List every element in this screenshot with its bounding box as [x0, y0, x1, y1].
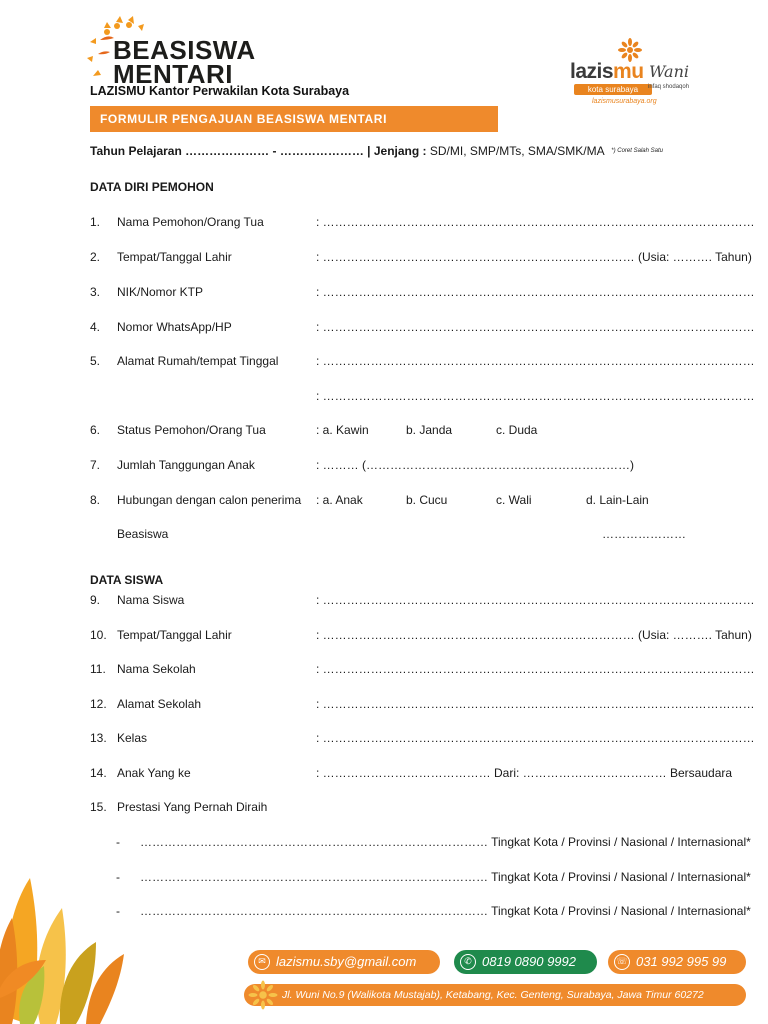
- field-label: Kelas: [117, 731, 148, 745]
- field-input-line[interactable]: : ………………………………………………………………………………………………: [316, 354, 755, 368]
- field-input-line[interactable]: : ………………………………………………………………………………………………: [316, 731, 755, 745]
- whatsapp-icon: ✆: [460, 954, 476, 970]
- field-number: 15.: [90, 800, 107, 814]
- hubungan-row: [90, 493, 680, 509]
- mail-icon: ✉: [254, 954, 270, 970]
- list-dash: -: [116, 904, 120, 918]
- tahun-label: Tahun Pelajaran: [90, 144, 182, 158]
- tahun-dots[interactable]: ………………… - ………………… |: [185, 144, 371, 158]
- field-input-line[interactable]: : …………………………………… Dari: ……………………………… Bersaudara: [316, 766, 733, 780]
- whatsapp-pill[interactable]: [454, 950, 597, 974]
- field-row: [90, 800, 680, 816]
- field-row: [90, 593, 755, 609]
- option-cucu[interactable]: b. Cucu: [406, 493, 448, 507]
- beasiswa-mentari-logo: [86, 14, 256, 89]
- lazismu-prefix: lazis: [570, 60, 614, 83]
- field-input-line[interactable]: : ………………………………………………………………………………………………: [316, 389, 755, 403]
- brand-wordmark: [113, 35, 256, 89]
- status-row: [90, 423, 680, 439]
- field-input-line[interactable]: : ………………………………………………………………………………………………: [316, 320, 755, 334]
- partner-url: lazismusurabaya.org: [592, 98, 657, 105]
- field-number: 3.: [90, 285, 101, 299]
- field-row: [90, 389, 755, 405]
- whatsapp-text: 0819 0890 9992: [482, 954, 576, 969]
- tahun-jenjang-line: [90, 144, 663, 158]
- flower-icon: [248, 980, 278, 1010]
- option-lain-lain[interactable]: d. Lain-Lain: [586, 493, 649, 507]
- field-input-line[interactable]: : ………………………………………………………………………………………………: [316, 593, 755, 607]
- field-row: [90, 766, 733, 782]
- field-row: [90, 320, 755, 336]
- office-name: LAZISMU Kantor Perwakilan Kota Surabaya: [90, 84, 350, 98]
- field-row: [90, 697, 755, 713]
- field-number: 12.: [90, 697, 107, 711]
- lain-lain-input-line[interactable]: …………………: [602, 527, 686, 541]
- lazismu-logo: [566, 38, 696, 110]
- flower-icon: [618, 38, 642, 62]
- field-label: Alamat Rumah/tempat Tinggal: [117, 354, 279, 368]
- field-input-line[interactable]: : ……… (…………………………………………………………): [316, 458, 634, 472]
- field-number: 13.: [90, 731, 107, 745]
- field-input-line[interactable]: : ………………………………………………………………………………………………: [316, 697, 755, 711]
- jenjang-options[interactable]: SD/MI, SMP/MTs, SMA/SMK/MA: [429, 144, 604, 158]
- partner-tagline: infaq shodaqoh: [648, 84, 690, 90]
- form-title: FORMULIR PENGAJUAN BEASISWA MENTARI: [90, 106, 498, 132]
- field-row: [90, 662, 755, 678]
- field-input-line[interactable]: : ………………………………………………………………………………………………: [316, 662, 755, 676]
- field-label: NIK/Nomor KTP: [117, 285, 204, 299]
- field-label: Jumlah Tanggungan Anak: [117, 458, 255, 472]
- field-number: 2.: [90, 250, 101, 264]
- field-number: 8.: [90, 493, 101, 507]
- option-janda[interactable]: b. Janda: [406, 423, 453, 437]
- kota-surabaya-bar: kota surabaya: [574, 84, 652, 95]
- field-number: 5.: [90, 354, 101, 368]
- field-label: Tempat/Tanggal Lahir: [117, 628, 232, 642]
- field-number: 6.: [90, 423, 101, 437]
- brand-line-2: MENTARI: [113, 59, 234, 89]
- field-label: Anak Yang ke: [117, 766, 191, 780]
- field-number: 11.: [90, 662, 106, 676]
- phone-pill[interactable]: [608, 950, 746, 974]
- field-label: Prestasi Yang Pernah Diraih: [117, 800, 268, 814]
- email-text: lazismu.sby@gmail.com: [276, 954, 417, 969]
- field-number: 4.: [90, 320, 101, 334]
- field-number: 14.: [90, 766, 107, 780]
- field-row: [90, 250, 752, 266]
- field-label: Nomor WhatsApp/HP: [117, 320, 232, 334]
- field-label: Alamat Sekolah: [117, 697, 202, 711]
- option-duda[interactable]: c. Duda: [496, 423, 538, 437]
- field-input-line[interactable]: : …………………………………………………………………… (Usia: ………. Tahun): [316, 628, 752, 642]
- prestasi-input-line[interactable]: …………………………………………………………………………… Tingkat Kota / Provinsi / Nasional / Internasional*: [140, 835, 751, 849]
- email-pill[interactable]: [248, 950, 440, 974]
- field-label: Status Pemohon/Orang Tua: [117, 423, 266, 437]
- field-number: 10.: [90, 628, 107, 642]
- field-input-line[interactable]: : ………………………………………………………………………………………………: [316, 215, 755, 229]
- field-label: Nama Siswa: [117, 593, 185, 607]
- option-wali[interactable]: c. Wali: [496, 493, 532, 507]
- field-row: [90, 354, 755, 370]
- jenjang-note: *) Coret Salah Satu: [611, 148, 663, 154]
- brand-line-1: BEASISWA: [113, 35, 256, 65]
- list-dash: -: [116, 870, 120, 884]
- section-data-pemohon: DATA DIRI PEMOHON: [90, 180, 214, 194]
- wani-script: Wani: [649, 62, 690, 81]
- field-input-line[interactable]: : …………………………………………………………………… (Usia: ………. Tahun): [316, 250, 752, 264]
- field-label: Tempat/Tanggal Lahir: [117, 250, 232, 264]
- jenjang-label: Jenjang :: [373, 144, 427, 158]
- prestasi-input-line[interactable]: …………………………………………………………………………… Tingkat Kota / Provinsi / Nasional / Internasional*: [140, 904, 751, 918]
- field-label: Beasiswa: [117, 527, 169, 541]
- field-number: 1.: [90, 215, 101, 229]
- list-dash: -: [116, 835, 120, 849]
- field-number: 7.: [90, 458, 101, 472]
- prestasi-input-line[interactable]: …………………………………………………………………………… Tingkat Kota / Provinsi / Nasional / Internasional*: [140, 870, 751, 884]
- lazismu-mu: mu: [613, 60, 644, 83]
- address-bar: Jl. Wuni No.9 (Walikota Mustajab), Ketabang, Kec. Genteng, Surabaya, Jawa Timur 60272: [244, 984, 746, 1006]
- field-label: Nama Pemohon/Orang Tua: [117, 215, 264, 229]
- phone-icon: ☏: [614, 954, 630, 970]
- tanggungan-row: [90, 458, 680, 474]
- section-data-siswa: DATA SISWA: [90, 573, 164, 587]
- field-row: [90, 285, 755, 301]
- field-input-line[interactable]: : ………………………………………………………………………………………………: [316, 285, 755, 299]
- field-number: 9.: [90, 593, 101, 607]
- field-row: [90, 731, 755, 747]
- lazismu-wordmark: [570, 60, 644, 84]
- phone-text: 031 992 995 99: [636, 954, 727, 969]
- option-anak[interactable]: : a. Anak: [316, 493, 363, 507]
- field-label: Nama Sekolah: [117, 662, 196, 676]
- decorative-leaves: [0, 868, 140, 1024]
- field-row: [90, 628, 752, 644]
- option-kawin[interactable]: : a. Kawin: [316, 423, 369, 437]
- field-label: Hubungan dengan calon penerima: [117, 493, 302, 507]
- field-row: [90, 215, 755, 231]
- hubungan-row-cont: [90, 527, 686, 543]
